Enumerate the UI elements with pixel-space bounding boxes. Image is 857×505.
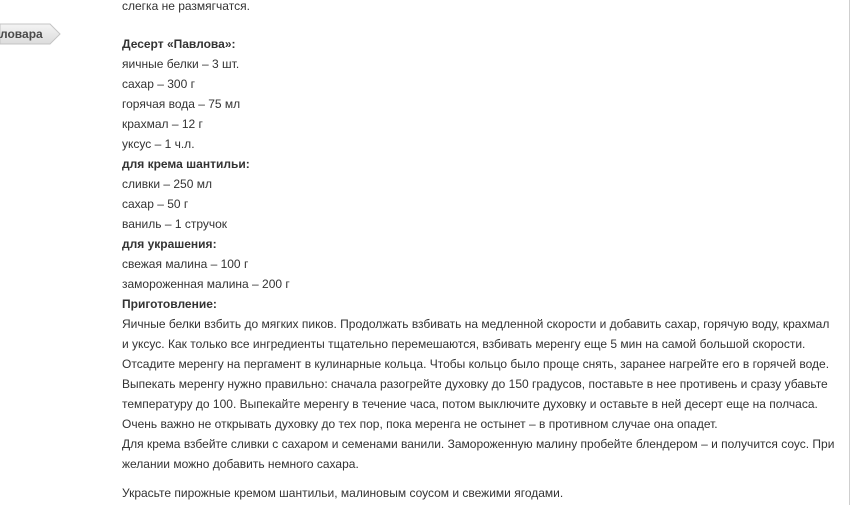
ingredient-item: ваниль – 1 стручок — [122, 217, 228, 231]
method-line: Для крема взбейте сливки с сахаром и семенами ванили. Замороженную малину пробейте блендером – и получится соус. При — [122, 437, 835, 451]
decor-ingredient-list — [122, 254, 842, 294]
category-tag-button[interactable] — [0, 23, 62, 45]
previous-paragraph-tail: слегка не размягчатся. — [122, 0, 250, 13]
dessert-title: Десерт «Павлова»: — [122, 37, 236, 51]
ingredient-item: свежая малина – 100 г — [122, 257, 249, 271]
ingredient-item: замороженная малина – 200 г — [122, 277, 290, 291]
ingredient-item: уксус – 1 ч.л. — [122, 137, 195, 151]
ingredient-item: горячая вода – 75 мл — [122, 97, 241, 111]
ingredient-item: сливки – 250 мл — [122, 177, 212, 191]
ingredient-item: крахмал – 12 г — [122, 117, 203, 131]
ingredient-item: яичные белки – 3 шт. — [122, 57, 240, 71]
cream-section-title: для крема шантильи: — [122, 157, 250, 171]
method-line: желании можно добавить немного сахара. — [122, 457, 359, 471]
decor-section-title: для украшения: — [122, 237, 217, 251]
method-line: Яичные белки взбить до мягких пиков. Продолжать взбивать на медленной скорости и добавить сахар, горячую воду, крахмал — [122, 317, 830, 331]
recipe-text — [122, 0, 842, 503]
final-paragraph: Украсьте пирожные кремом шантильи, малиновым соусом и свежими ягодами. — [122, 486, 564, 500]
method-line: Выпекать меренгу нужно правильно: сначала разогрейте духовку до 150 градусов, поставьте в нее противень и сразу убавьте — [122, 377, 828, 391]
ingredient-item: сахар – 300 г — [122, 77, 195, 91]
method-line: Очень важно не открывать духовку до тех пор, пока меренга не остынет – в противном случае она опадет. — [122, 417, 718, 431]
meringue-ingredient-list — [122, 54, 842, 154]
category-tag-label: ловара — [0, 27, 43, 41]
method-title: Приготовление: — [122, 297, 217, 311]
ingredient-item: сахар – 50 г — [122, 197, 189, 211]
method-line: температуру до 100. Выпекайте меренгу в течение часа, потом выключите духовку и оставьте в ней десерт еще на полчаса. — [122, 397, 818, 411]
method-text — [122, 314, 842, 474]
content-border — [849, 0, 850, 505]
method-line: Отсадите меренгу на пергамент в кулинарные кольца. Чтобы кольцо было проще снять, заранее нагрейте его в горячей воде. — [122, 357, 830, 371]
method-line: и уксус. Как только все ингредиенты тщательно перемешаются, взбивать меренгу еще 5 мин на самой большой скорости. — [122, 337, 806, 351]
cream-ingredient-list — [122, 174, 842, 234]
